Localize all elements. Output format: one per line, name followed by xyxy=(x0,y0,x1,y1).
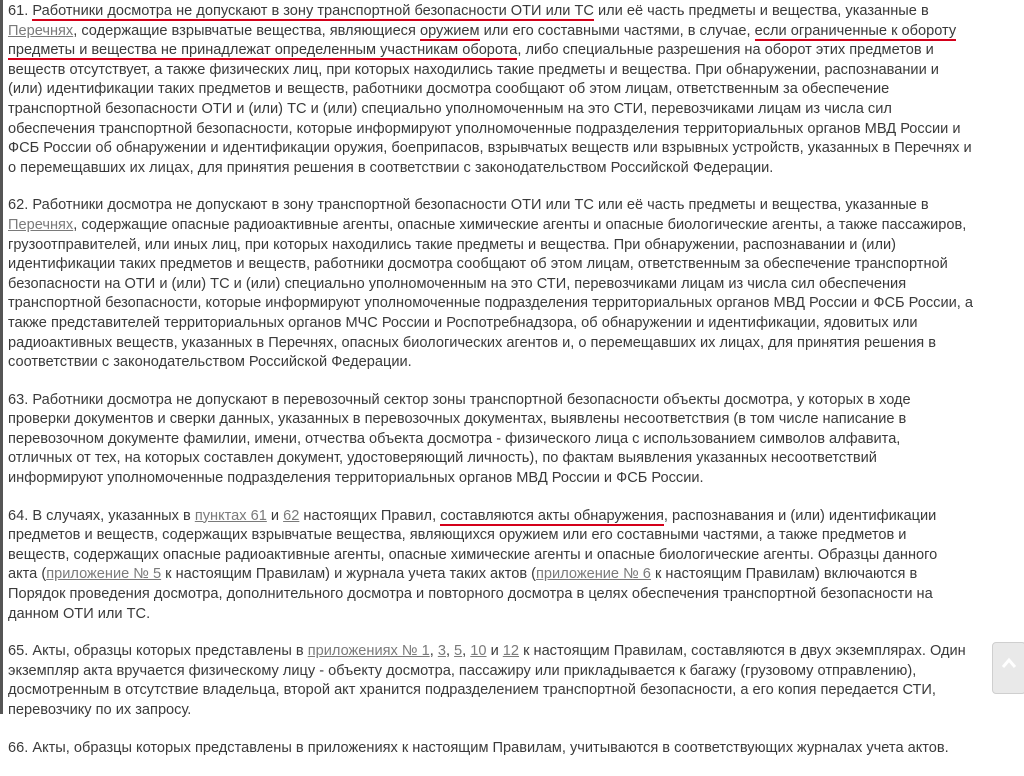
line: (или) идентификации таких предметов и веществ, работники досмотра сообщают об этом лицам, ответственным за обеспечение xyxy=(8,81,890,98)
line: транспортной безопасности, которые информируют уполномоченные подразделения территориальных органов МВД России и ФСБ России, а xyxy=(8,295,974,312)
paragraph-64 xyxy=(8,507,1024,625)
highlighted-text: предметы и вещества не принадлежат определенным участникам оборота xyxy=(8,42,518,59)
link-perechnyah[interactable]: Перечнях xyxy=(8,216,74,233)
line: перевозочном документе фамилии, имени, отчества объекта досмотра - физического лица с использованием символов алфавита, xyxy=(8,430,901,447)
line: о перемещавших их лицах, для принятия решения в соответствии с законодательством Российской Федерации. xyxy=(8,159,774,176)
line xyxy=(8,642,1024,662)
text: или его составными частями, в случае, xyxy=(479,22,755,39)
left-border xyxy=(0,0,3,714)
text: 65. Акты, образцы которых представлены в xyxy=(8,643,308,660)
link-prilozhenie-10[interactable]: 10 xyxy=(470,643,487,660)
text: настоящих Правил, xyxy=(299,507,441,524)
line: досмотренным в отсутствие владельца, второй акт хранится подразделением транспортной безопасности, а его копия передается СТИ, xyxy=(8,682,936,699)
text: акта ( xyxy=(8,566,47,583)
line: грузоотправителей, или иных лиц, при которых находились такие предметы и вещества. При обнаружении, распознавании и (или) xyxy=(8,236,896,253)
line: радиоактивных веществ, указанных в Перечнях, опасных биологических агентов и, о перемещавших их лицах, для принятия решения в xyxy=(8,334,936,351)
text: и xyxy=(266,507,284,524)
paragraph-66 xyxy=(8,739,1024,759)
highlighted-text: Работники досмотра не допускают в зону транспортной безопасности ОТИ или ТС xyxy=(32,3,594,19)
line: данном ОТИ или ТС. xyxy=(8,605,151,622)
link-perechnyah[interactable]: Перечнях xyxy=(8,22,74,39)
line: веществ, содержащих опасные радиоактивные агенты, опасные химические агенты и опасные биологические агенты. Образцы данного xyxy=(8,546,938,563)
paragraph-61 xyxy=(8,2,1024,178)
text: 64. В случаях, указанных в xyxy=(8,507,195,524)
line: экземпляр акта вручается физическому лицу - объекту досмотра, пассажиру или прикладывается к багажу (грузовому отправлению), xyxy=(8,662,917,679)
link-prilozhenie-5[interactable]: 5 xyxy=(454,643,463,660)
paragraph-63 xyxy=(8,391,1024,489)
link-prilozhenie-3[interactable]: 3 xyxy=(437,643,446,660)
link-prilozhenie-12[interactable]: 12 xyxy=(502,643,520,660)
text: к настоящим Правилам) включаются в xyxy=(650,566,918,583)
link-prilozhenie-5[interactable]: приложение № 5 xyxy=(46,566,162,583)
line: безопасности на ОТИ и (или) ТС и (или) специально уполномоченным на это СТИ, перевозчиками лицам из числа сил обеспечения xyxy=(8,275,907,292)
link-punkt-61[interactable]: пунктах 61 xyxy=(194,507,267,524)
line: также представителей территориальных органов МЧС России и Роспотребнадзора, об обнаружении и идентификации, ядовитых или xyxy=(8,314,918,331)
line: идентификации таких предметов и веществ, работники досмотра сообщают об этом лицам, ответственным за обеспечение транспортной xyxy=(8,256,948,273)
text: или её часть предметы и вещества, указанные в xyxy=(593,3,929,19)
line: обеспечения транспортной безопасности, которые информируют уполномоченные подразделения территориальных органов МВД России и xyxy=(8,120,961,137)
text: , распознавания и (или) идентификации xyxy=(663,507,937,524)
document-body xyxy=(8,2,1024,776)
line: веществ отсутствует, а также физических лиц, при которых находились такие предметы и вещества. При обнаружении, распознавании и xyxy=(8,61,939,78)
text: , содержащие взрывчатые вещества, являющиеся xyxy=(73,22,420,39)
line: отличных от тех, на которых составлен документ, удостоверяющий личность), по фактам выявления указанных несоответствий xyxy=(8,450,877,467)
link-punkt-62[interactable]: 62 xyxy=(283,507,300,524)
line: транспортной безопасности ОТИ и (или) ТС и (или) специально уполномоченным на это СТИ, перевозчиками лицам из числа сил xyxy=(8,100,892,117)
line: соответствии с законодательством Российской Федерации. xyxy=(8,354,412,371)
line: информируют уполномоченные подразделения территориальных органов МВД России и ФСБ России. xyxy=(8,470,704,487)
line: 63. Работники досмотра не допускают в перевозочный сектор зоны транспортной безопасности объекты досмотра, у которых в ходе xyxy=(8,391,911,408)
line: 66. Акты, образцы которых представлены в приложениях к настоящим Правилам, учитываются в соответствующих журналах учета актов. xyxy=(8,739,949,756)
highlighted-text: составляются акты обнаружения xyxy=(440,507,664,524)
text: 61. xyxy=(8,3,33,19)
line xyxy=(8,22,1024,42)
text: , xyxy=(445,643,455,660)
line: предметов и веществ, содержащих взрывчатые вещества, являющихся оружием или его составными частями, а также предметов и xyxy=(8,527,907,544)
link-prilozhenie-6[interactable]: приложение № 6 xyxy=(536,566,651,583)
chevron-up-icon xyxy=(1001,657,1017,669)
paragraph-65 xyxy=(8,642,1024,720)
text: , содержащие опасные радиоактивные агенты, опасные химические агенты и опасные биологические агенты, а также пассажиров, xyxy=(73,216,967,233)
line xyxy=(8,41,1024,61)
text: к настоящим Правилам) и журнала учета таких актов ( xyxy=(161,566,537,583)
line xyxy=(8,565,1024,585)
text: , либо специальные разрешения на оборот этих предметов и xyxy=(517,42,934,59)
link-prilozhenie-1[interactable]: приложениях № 1 xyxy=(307,643,430,660)
text: и xyxy=(486,643,503,660)
line: перевозчику по их запросу. xyxy=(8,702,192,718)
text: к настоящим Правилам, составляются в двух экземплярах. Один xyxy=(519,643,966,660)
highlighted-text: оружием xyxy=(419,22,480,39)
scroll-to-top-button[interactable] xyxy=(992,642,1024,694)
highlighted-text: если ограниченные к обороту xyxy=(754,22,957,39)
line: проверки документов и сверки данных, указанных в перевозочных документах, выявлены несоответствия (в том числе написание в xyxy=(8,411,907,428)
line: 62. Работники досмотра не допускают в зону транспортной безопасности ОТИ или ТС или её часть предметы и вещества, указанные в xyxy=(8,197,929,214)
text: , xyxy=(462,643,471,660)
paragraph-62 xyxy=(8,196,1024,372)
line: Порядок проведения досмотра, дополнительного досмотра и повторного досмотра в целях обеспечения транспортной безопасности на xyxy=(8,586,933,603)
line xyxy=(8,507,1024,527)
text: , xyxy=(429,643,438,660)
line xyxy=(8,216,1024,236)
line: ФСБ России об обнаружении и идентификации оружия, боеприпасов, взрывчатых веществ или взрывных устройств, указанных в Перечнях и xyxy=(8,140,972,157)
line xyxy=(8,2,1024,22)
